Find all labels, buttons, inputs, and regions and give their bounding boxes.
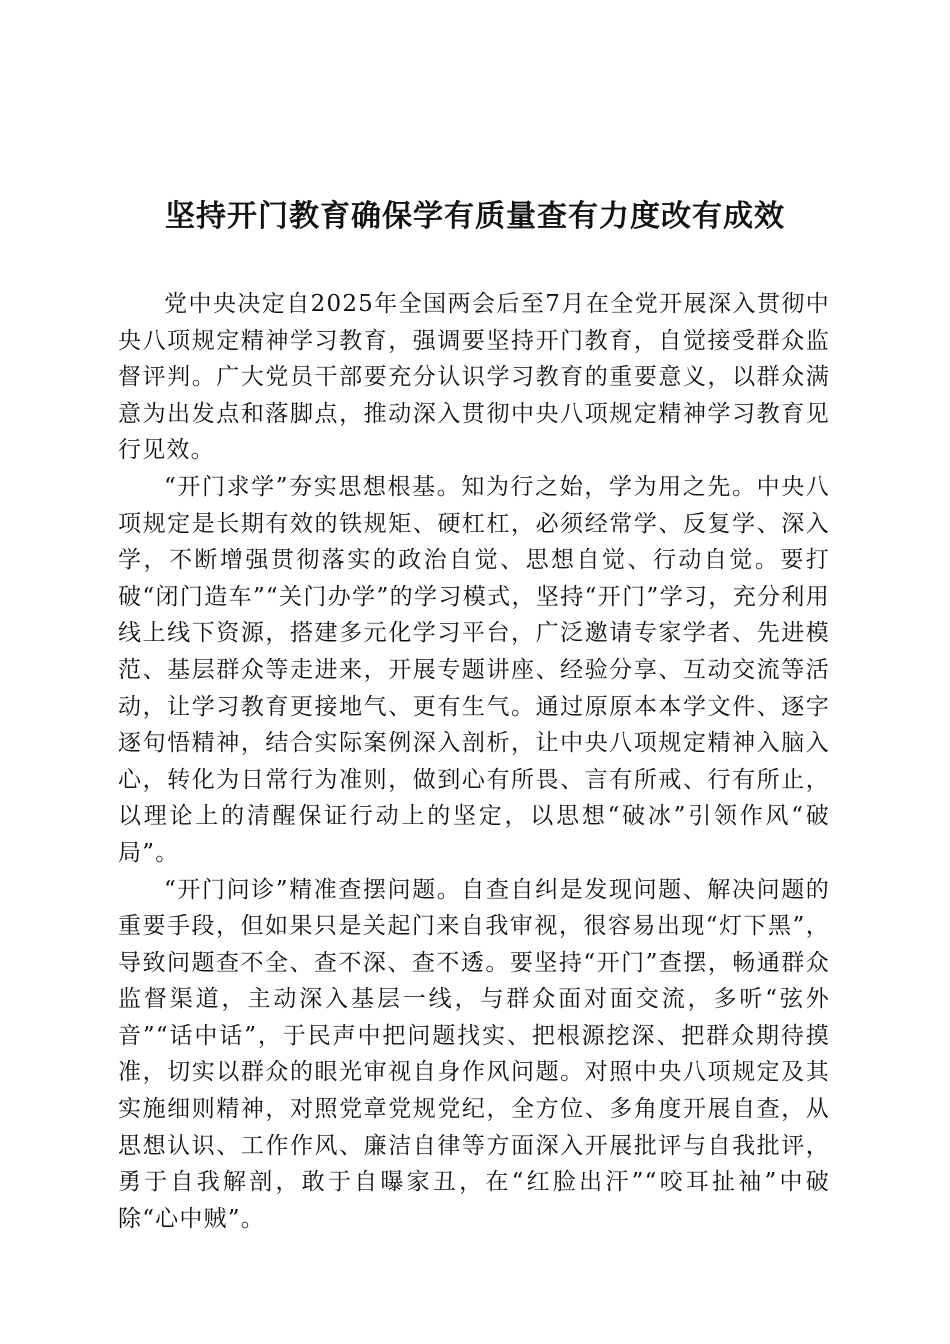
paragraph-intro: 党中央决定自2025年全国两会后至7月在全党开展深入贯彻中央八项规定精神学习教育，强调要坚持开门教育，自觉接受群众监督评判。广大党员干部要充分认识学习教育的重要意义，以群众满意为出发点和落脚点，推动深入贯彻中央八项规定精神学习教育见行见效。: [118, 291, 830, 464]
paragraph-open-diagnosis: “开门问诊”精准查摆问题。自查自纠是发现问题、解决问题的重要手段，但如果只是关起门来自我审视，很容易出现“灯下黑”，导致问题查不全、查不深、查不透。要坚持“开门”查摆，畅通群众监督渠道，主动深入基层一线，与群众面对面交流，多听“弦外音”“话中话”，于民声中把问题找实、把根源挖深、把群众期待摸准，切实以群众的眼光审视自身作风问题。对照中央八项规定及其实施细则精神，对照党章党规党纪，全方位、多角度开展自查，从思想认识、工作作风、廉洁自律等方面深入开展批评与自我批评，勇于自我解剖，敢于自曝家丑，在“红脸出汗”“咬耳扯袖”中破除“心中贼”。: [118, 876, 830, 1232]
document-title: 坚持开门教育确保学有质量查有力度改有成效: [165, 199, 785, 234]
document-body: [118, 286, 830, 1237]
paragraph-open-study: “开门求学”夯实思想根基。知为行之始，学为用之先。中央八项规定是长期有效的铁规矩、硬杠杠，必须经常学、反复学、深入学，不断增强贯彻落实的政治自觉、思想自觉、行动自觉。要打破“闭门造车”“关门办学”的学习模式，坚持“开门”学习，充分利用线上线下资源，搭建多元化学习平台，广泛邀请专家学者、先进模范、基层群众等走进来，开展专题讲座、经验分享、互动交流等活动，让学习教育更接地气、更有生气。通过原原本本学文件、逐字逐句悟精神，结合实际案例深入剖析，让中央八项规定精神入脑入心，转化为日常行为准则，做到心有所畏、言有所戒、行有所止，以理论上的清醒保证行动上的坚定，以思想“破冰”引领作风“破局”。: [118, 473, 830, 866]
